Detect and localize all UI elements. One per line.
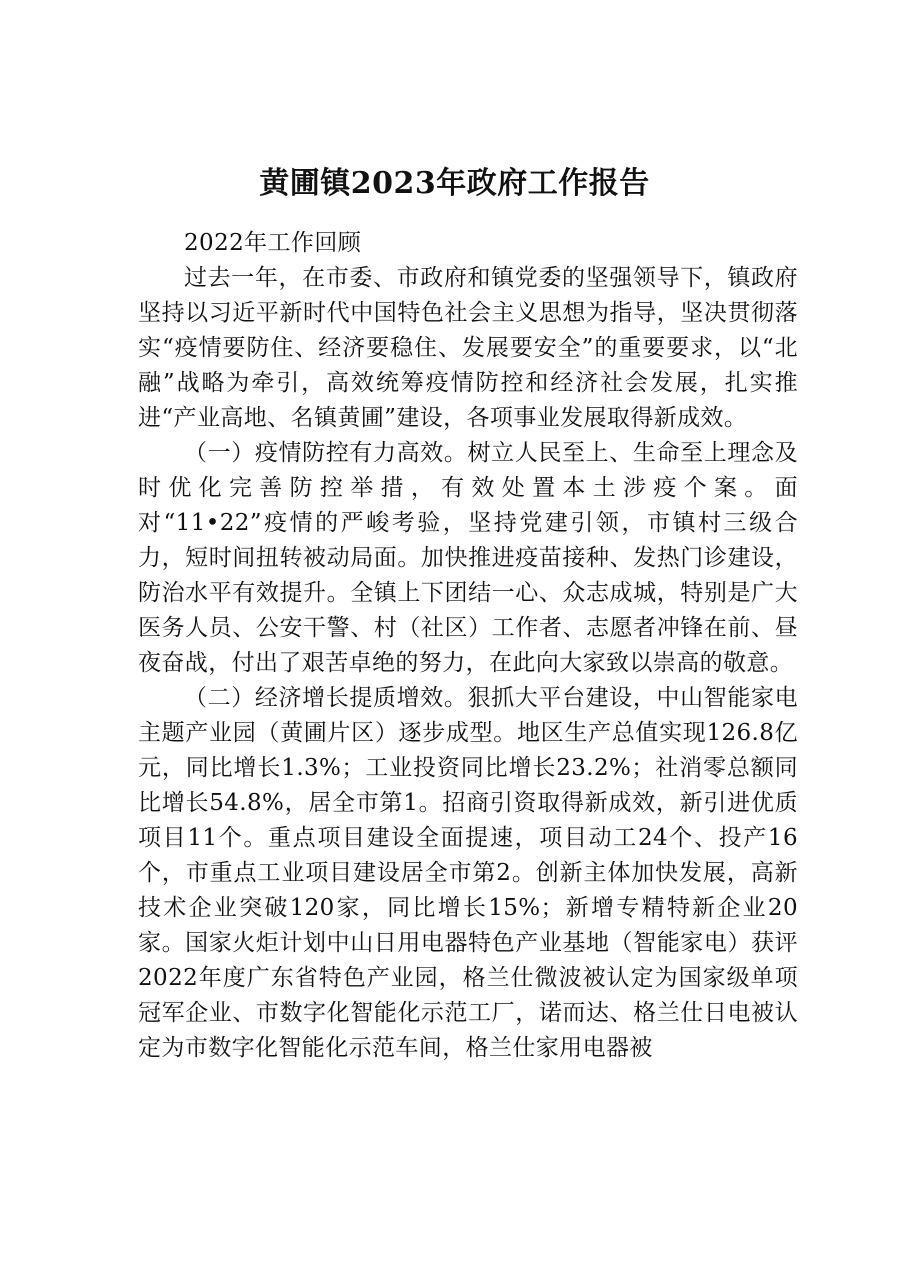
paragraph-epidemic: （一）疫情防控有力高效。树立人民至上、生命至上理念及时优化完善防控举措，有效处置本土涉疫个案。面对“11•22”疫情的严峻考验，坚持党建引领，市镇村三级合力，短时间扭转被动局面。加快推进疫苗接种、发热门诊建设，防治水平有效提升。全镇上下团结一心、众志成城，特别是广大医务人员、公安干警、村（社区）工作者、志愿者冲锋在前、昼夜奋战，付出了艰苦卓绝的努力，在此向大家致以崇高的敬意。 [138,440,798,676]
section-heading: 2022年工作回顾 [184,230,362,256]
document-body [138,226,798,1066]
document-title: 黄圃镇2023年政府工作报告 [259,166,650,201]
paragraph-intro: 过去一年，在市委、市政府和镇党委的坚强领导下，镇政府坚持以习近平新时代中国特色社会主义思想为指导，坚决贯彻落实“疫情要防住、经济要稳住、发展要安全”的重要要求，以“北融”战略为牵引，高效统筹疫情防控和经济社会发展，扎实推进“产业高地、名镇黄圃”建设，各项事业发展取得新成效。 [138,265,798,431]
paragraph-economy: （二）经济增长提质增效。狠抓大平台建设，中山智能家电主题产业园（黄圃片区）逐步成型。地区生产总值实现126.8亿元，同比增长1.3%；工业投资同比增长23.2%；社消零总额同比增长54.8%，居全市第1。招商引资取得新成效，新引进优质项目11个。重点项目建设全面提速，项目动工24个、投产16个，市重点工业项目建设居全市第2。创新主体加快发展，高新技术企业突破120家，同比增长15%；新增专精特新企业20家。国家火炬计划中山日用电器特色产业基地（智能家电）获评2022年度广东省特色产业园，格兰仕微波被认定为国家级单项冠军企业、市数字化智能化示范工厂，诺而达、格兰仕日电被认定为市数字化智能化示范车间，格兰仕家用电器被 [138,685,798,1061]
